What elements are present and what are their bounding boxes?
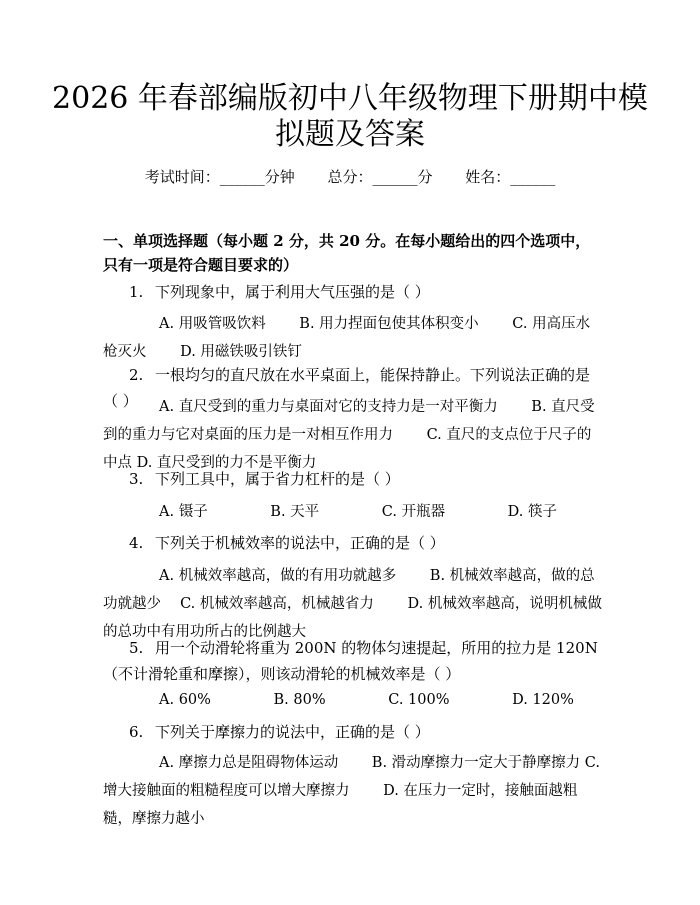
- question-number: 5.: [129, 639, 144, 657]
- question-text: 下列关于摩擦力的说法中，正确的是（ ）: [155, 723, 430, 741]
- question-text: 用一个动滑轮将重为 200N 的物体匀速提起，所用的拉力是 120N（不计滑轮重和摩擦），则该动滑轮的机械效率是（ ）: [103, 639, 598, 683]
- question-stem: [103, 635, 603, 687]
- question-number: 4.: [129, 534, 144, 552]
- section-heading: 一、单项选择题（每小题 2 分，共 20 分。在每小题给出的四个选项中，只有一项是符合题目要求的）: [103, 232, 591, 274]
- question-stem: [103, 466, 603, 492]
- document-title-line2: 拟题及答案: [275, 117, 425, 152]
- total-score-field: 总分：______分: [327, 168, 433, 186]
- question-number: 3.: [129, 470, 144, 488]
- document-title-line1: 2026 年春部编版初中八年级物理下册期中模: [52, 81, 648, 116]
- question-number: 6.: [129, 723, 144, 741]
- question-stem: [103, 279, 603, 305]
- exam-time-field: 考试时间：______分钟: [144, 168, 295, 186]
- question-stem: [103, 530, 603, 556]
- question-text: 下列现象中，属于利用大气压强的是（ ）: [155, 283, 430, 301]
- question-options: A. 60% B. 80% C. 100% D. 120%: [159, 692, 574, 708]
- question-number: 2.: [129, 366, 144, 384]
- question-text: 下列关于机械效率的说法中，正确的是（ ）: [155, 534, 445, 552]
- question-text: 下列工具中，属于省力杠杆的是（ ）: [155, 470, 400, 488]
- question-options: A. 镊子 B. 天平 C. 开瓶器 D. 筷子: [159, 504, 558, 520]
- student-name-field: 姓名：______: [465, 168, 556, 186]
- question-options: A. 机械效率越高，做的有用功就越多 B. 机械效率越高，做的总功就越少 C. 机械效率越高，机械越省力 D. 机械效率越高，说明机械做的总功中有用功所占的比例越大: [103, 568, 602, 640]
- exam-meta: [0, 166, 700, 187]
- question-options: A. 摩擦力总是阻碍物体运动 B. 滑动摩擦力一定大于静摩擦力 C. 增大接触面的粗糙程度可以增大摩擦力 D. 在压力一定时，接触面越粗糙，摩擦力越小: [103, 755, 600, 827]
- question-options: A. 直尺受到的重力与桌面对它的支持力是一对平衡力 B. 直尺受到的重力与它对桌面的压力是一对相互作用力 C. 直尺的支点位于尺子的中点 D. 直尺受到的力不是平衡力: [103, 399, 595, 471]
- question-text: 一根均匀的直尺放在水平桌面上，能保持静止。下列说法正确的是（ ）: [103, 366, 591, 410]
- question-number: 1.: [129, 283, 144, 301]
- question-options: A. 用吸管吸饮料 B. 用力捏面包使其体积变小 C. 用高压水枪灭火 D. 用磁铁吸引铁钉: [103, 316, 591, 360]
- question-stem: [103, 719, 603, 745]
